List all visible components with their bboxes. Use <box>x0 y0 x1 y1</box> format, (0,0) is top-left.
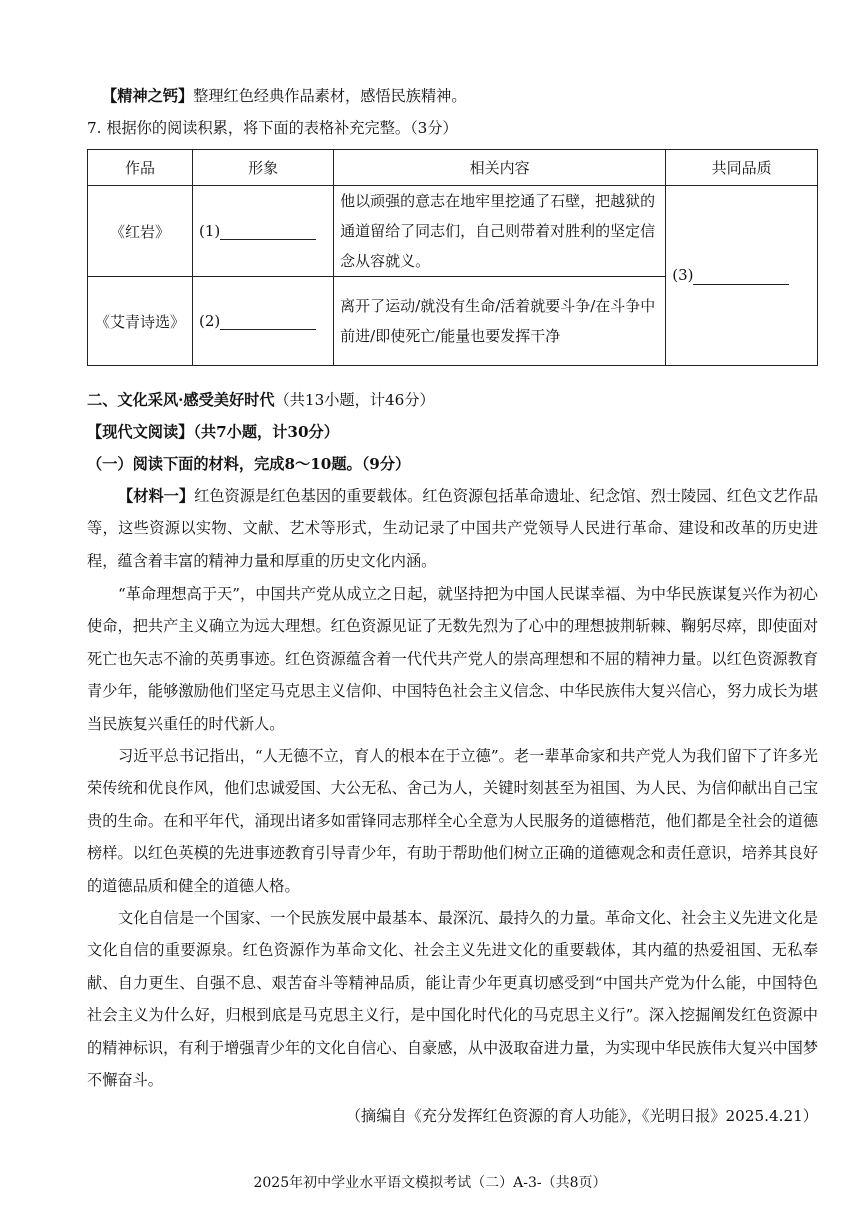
page-footer: 2025年初中学业水平语文模拟考试（二）A-3-（共8页） <box>253 1175 607 1191</box>
source-citation: （摘编自《充分发挥红色资源的育人功能》，《光明日报》2025.4.21） <box>345 1107 818 1125</box>
part-1-heading: （一）阅读下面的材料，完成8～10题。（9分） <box>87 455 411 473</box>
material-1-paragraph-1: 【材料一】红色资源是红色基因的重要载体。红色资源包括革命遗址、纪念馆、烈士陵园、红色文艺作品等，这些资源以实物、文献、艺术等形式，生动记录了中国共产党领导人民进行革命、建设和改革的历史进程，蕴含着丰富的精神力量和厚重的历史文化内涵。 <box>87 487 819 570</box>
blank-number: (2) <box>199 311 221 330</box>
header-work: 作品 <box>88 150 193 186</box>
header-content: 相关内容 <box>334 150 666 186</box>
blank-number: (1) <box>199 221 221 240</box>
intro-text: 整理红色经典作品素材，感悟民族精神。 <box>193 87 467 105</box>
table-header-row <box>88 150 818 186</box>
work-cell: 《艾青诗选》 <box>88 277 193 366</box>
modern-reading-heading: 【现代文阅读】（共7小题，计30分） <box>87 423 339 441</box>
section-2-heading <box>87 390 435 410</box>
material-1-paragraph-2: “革命理想高于天”，中国共产党从成立之日起，就坚持把为中国人民谋幸福、为中华民族谋复兴作为初心使命，把共产主义确立为远大理想。红色资源见证了无数先烈为了心中的理想披荆斩棘、鞠躬尽瘁，即使面对死亡也矢志不渝的英勇事迹。红色资源蕴含着一代代共产党人的崇高理想和不屈的精神力量。以红色资源教育青少年，能够激励他们坚定马克思主义信仰、中国特色社会主义信念、中华民族伟大复兴信心，努力成长为堪当民族复兴重任的时代新人。 <box>87 585 818 733</box>
answer-table <box>87 149 818 366</box>
intro-tag: 【精神之钙】 <box>102 87 194 105</box>
quality-cell <box>666 186 818 366</box>
content-cell: 离开了运动/就没有生命/活着就要斗争/在斗争中前进/即使死亡/能量也要发挥干净 <box>334 277 666 366</box>
answer-blank-2[interactable] <box>220 313 316 330</box>
section-2-title: 二、文化采风·感受美好时代 <box>87 391 275 409</box>
answer-blank-3[interactable] <box>693 268 789 285</box>
answer-blank-1[interactable] <box>220 223 316 240</box>
intro-line <box>102 86 467 106</box>
content-cell: 他以顽强的意志在地牢里挖通了石壁，把越狱的通道留给了同志们，自己则带着对胜利的坚定信念从容就义。 <box>334 186 666 277</box>
header-image: 形象 <box>193 150 334 186</box>
material-1-paragraph-4: 文化自信是一个国家、一个民族发展中最基本、最深沉、最持久的力量。革命文化、社会主义先进文化是文化自信的重要源泉。红色资源作为革命文化、社会主义先进文化的重要载体，其内蕴的热爱祖国、无私奉献、自力更生、自强不息、艰苦奋斗等精神品质，能让青少年更真切感受到“中国共产党为什么能，中国特色社会主义为什么好，归根到底是马克思主义行，是中国化时代化的马克思主义行”。深入挖掘阐发红色资源中的精神标识，有利于增强青少年的文化自信心、自豪感，从中汲取奋进力量，为实现中华民族伟大复兴中国梦不懈奋斗。 <box>87 909 818 1090</box>
section-2-note: （共13小题，计46分） <box>274 391 435 409</box>
image-cell <box>193 186 334 277</box>
question-7: 7. 根据你的阅读积累，将下面的表格补充完整。（3分） <box>87 119 458 137</box>
image-cell <box>193 277 334 366</box>
work-cell: 《红岩》 <box>88 186 193 277</box>
header-quality: 共同品质 <box>666 150 818 186</box>
material-1-paragraph-3: 习近平总书记指出，“人无德不立，育人的根本在于立德”。老一辈革命家和共产党人为我们留下了许多光荣传统和优良作风，他们忠诚爱国、大公无私、舍己为人，关键时刻甚至为祖国、为人民、为信仰献出自己宝贵的生命。在和平年代，涌现出诸多如雷锋同志那样全心全意为人民服务的道德楷范，他们都是全社会的道德榜样。以红色英模的先进事迹教育引导青少年，有助于帮助他们树立正确的道德观念和责任意识，培养其良好的道德品质和健全的道德人格。 <box>87 747 818 895</box>
table-row <box>88 186 818 277</box>
material-1-tag: 【材料一】 <box>118 487 195 505</box>
blank-number: (3) <box>672 266 694 285</box>
